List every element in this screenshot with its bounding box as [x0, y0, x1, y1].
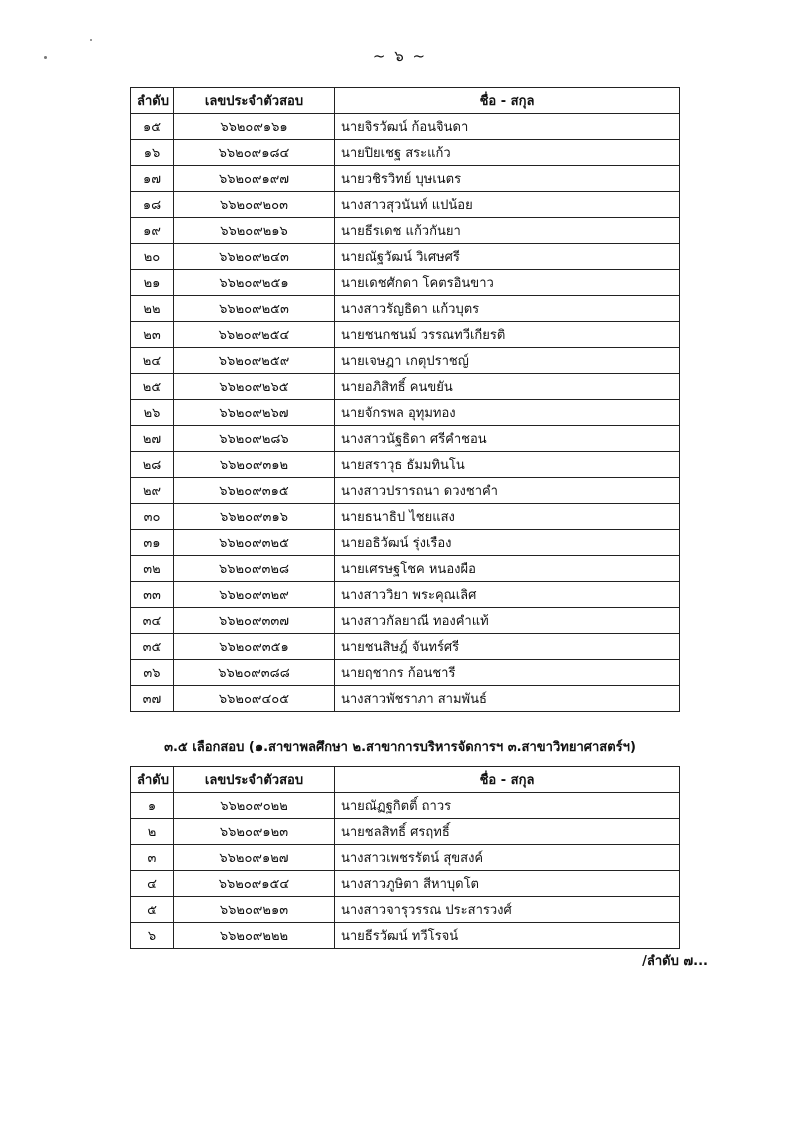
full-name-cell: นายฤชากร ก้อนชารี — [335, 660, 680, 686]
full-name-cell: นางสาวภูษิตา สีหาบุดโต — [335, 871, 680, 897]
table-row — [131, 556, 680, 582]
full-name-cell: นายจิรวัฒน์ ก้อนจินดา — [335, 114, 680, 140]
full-name-cell: นายณัฏฐกิตติ์ ถาวร — [335, 793, 680, 819]
row-number-cell: ๓ — [131, 845, 174, 871]
exam-id-cell: ๖๖๒๐๙๓๒๙ — [174, 582, 335, 608]
full-name-cell: นายอธิวัฒน์ รุ่งเรือง — [335, 530, 680, 556]
table-row — [131, 218, 680, 244]
table-row — [131, 845, 680, 871]
table-row — [131, 166, 680, 192]
row-number-cell: ๓๖ — [131, 660, 174, 686]
row-number-cell: ๔ — [131, 871, 174, 897]
exam-id-cell: ๖๖๒๐๙๒๑๖ — [174, 218, 335, 244]
table-row — [131, 296, 680, 322]
full-name-cell: นายเจษฎา เกตุปราชญ์ — [335, 348, 680, 374]
table-row — [131, 478, 680, 504]
full-name-cell: นางสาวเพชรรัตน์ สุขสงค์ — [335, 845, 680, 871]
full-name-cell: นางสาววิยา พระคุณเลิศ — [335, 582, 680, 608]
row-number-cell: ๒๑ — [131, 270, 174, 296]
exam-id-cell: ๖๖๒๐๙๑๙๗ — [174, 166, 335, 192]
row-number-cell: ๒๖ — [131, 400, 174, 426]
table-row — [131, 400, 680, 426]
exam-id-cell: ๖๖๒๐๙๒๖๕ — [174, 374, 335, 400]
full-name-cell: นางสาวจารุวรรณ ประสารวงศ์ — [335, 897, 680, 923]
table-row — [131, 192, 680, 218]
row-number-cell: ๓๑ — [131, 530, 174, 556]
full-name-cell: นายสราวุธ ธัมมทินโน — [335, 452, 680, 478]
exam-id-cell: ๖๖๒๐๙๒๒๒ — [174, 923, 335, 949]
exam-id-cell: ๖๖๒๐๙๒๕๙ — [174, 348, 335, 374]
row-number-cell: ๓๔ — [131, 608, 174, 634]
full-name-cell: นายชนสิษฎ์ จันทร์ศรี — [335, 634, 680, 660]
row-number-cell: ๒๙ — [131, 478, 174, 504]
full-name-cell: นายเศรษฐโชค หนองผือ — [335, 556, 680, 582]
full-name-cell: นางสาวนัฐธิดา ศรีคำชอน — [335, 426, 680, 452]
exam-id-cell: ๖๖๒๐๙๑๒๓ — [174, 819, 335, 845]
table-row — [131, 686, 680, 712]
exam-id-cell: ๖๖๒๐๙๓๓๗ — [174, 608, 335, 634]
exam-id-cell: ๖๖๒๐๙๓๒๘ — [174, 556, 335, 582]
table-row — [131, 114, 680, 140]
candidate-table-1 — [130, 87, 680, 712]
exam-id-cell: ๖๖๒๐๙๑๖๑ — [174, 114, 335, 140]
table-row — [131, 426, 680, 452]
scan-speck — [90, 39, 92, 41]
full-name-cell: นายอภิสิทธิ์ คนขยัน — [335, 374, 680, 400]
row-number-cell: ๓๗ — [131, 686, 174, 712]
table-row — [131, 897, 680, 923]
exam-id-cell: ๖๖๒๐๙๒๘๖ — [174, 426, 335, 452]
table-row — [131, 819, 680, 845]
exam-id-cell: ๖๖๒๐๙๑๒๗ — [174, 845, 335, 871]
table-row — [131, 244, 680, 270]
exam-id-cell: ๖๖๒๐๙๑๕๔ — [174, 871, 335, 897]
row-number-cell: ๑๙ — [131, 218, 174, 244]
candidate-table-2 — [130, 766, 680, 949]
exam-id-cell: ๖๖๒๐๙๒๕๔ — [174, 322, 335, 348]
table-row — [131, 140, 680, 166]
full-name-cell: นางสาวปรารถนา ดวงชาคำ — [335, 478, 680, 504]
exam-id-cell: ๖๖๒๐๙๐๒๒ — [174, 793, 335, 819]
row-number-cell: ๑๖ — [131, 140, 174, 166]
row-number-cell: ๑ — [131, 793, 174, 819]
column-header-id: เลขประจำตัวสอบ — [174, 767, 335, 793]
row-number-cell: ๒๕ — [131, 374, 174, 400]
table-row — [131, 634, 680, 660]
page-number: ~ ๖ ~ — [372, 47, 428, 65]
exam-id-cell: ๖๖๒๐๙๒๑๓ — [174, 897, 335, 923]
table-header-row — [131, 767, 680, 793]
continuation-note: /ลำดับ ๗... — [642, 954, 708, 969]
table-row — [131, 871, 680, 897]
row-number-cell: ๑๕ — [131, 114, 174, 140]
exam-id-cell: ๖๖๒๐๙๒๖๗ — [174, 400, 335, 426]
table-row — [131, 608, 680, 634]
row-number-cell: ๓๒ — [131, 556, 174, 582]
row-number-cell: ๖ — [131, 923, 174, 949]
table-row — [131, 270, 680, 296]
table-row — [131, 582, 680, 608]
full-name-cell: นางสาวกัลยาณี ทองคำแท้ — [335, 608, 680, 634]
section-heading: ๓.๕ เลือกสอบ (๑.สาขาพลศึกษา ๒.สาขาการบริหารจัดการฯ ๓.สาขาวิทยาศาสตร์ฯ) — [164, 740, 636, 755]
exam-id-cell: ๖๖๒๐๙๓๕๑ — [174, 634, 335, 660]
row-number-cell: ๒๔ — [131, 348, 174, 374]
row-number-cell: ๒ — [131, 819, 174, 845]
row-number-cell: ๒๗ — [131, 426, 174, 452]
exam-id-cell: ๖๖๒๐๙๓๒๕ — [174, 530, 335, 556]
full-name-cell: นางสาวพัชราภา สามพันธ์ — [335, 686, 680, 712]
row-number-cell: ๑๘ — [131, 192, 174, 218]
table-header-row — [131, 88, 680, 114]
row-number-cell: ๕ — [131, 897, 174, 923]
table-row — [131, 348, 680, 374]
full-name-cell: นายณัฐวัฒน์ วิเศษศรี — [335, 244, 680, 270]
full-name-cell: นางสาวรัญธิดา แก้วบุตร — [335, 296, 680, 322]
exam-id-cell: ๖๖๒๐๙๓๘๘ — [174, 660, 335, 686]
full-name-cell: นายธนาธิป ไชยแสง — [335, 504, 680, 530]
column-header-name: ชื่อ - สกุล — [335, 767, 680, 793]
row-number-cell: ๑๗ — [131, 166, 174, 192]
exam-id-cell: ๖๖๒๐๙๒๐๓ — [174, 192, 335, 218]
full-name-cell: นางสาวสุวนันท์ แปน้อย — [335, 192, 680, 218]
exam-id-cell: ๖๖๒๐๙๓๑๒ — [174, 452, 335, 478]
exam-id-cell: ๖๖๒๐๙๒๔๓ — [174, 244, 335, 270]
full-name-cell: นายเดชศักดา โคตรอินขาว — [335, 270, 680, 296]
exam-id-cell: ๖๖๒๐๙๒๕๓ — [174, 296, 335, 322]
row-number-cell: ๓๓ — [131, 582, 174, 608]
table-row — [131, 322, 680, 348]
exam-id-cell: ๖๖๒๐๙๓๑๕ — [174, 478, 335, 504]
table-row — [131, 530, 680, 556]
table-row — [131, 793, 680, 819]
table-row — [131, 504, 680, 530]
row-number-cell: ๓๕ — [131, 634, 174, 660]
column-header-id: เลขประจำตัวสอบ — [174, 88, 335, 114]
exam-id-cell: ๖๖๒๐๙๑๘๔ — [174, 140, 335, 166]
table-row — [131, 660, 680, 686]
exam-id-cell: ๖๖๒๐๙๔๐๕ — [174, 686, 335, 712]
full-name-cell: นายจักรพล อุทุมทอง — [335, 400, 680, 426]
full-name-cell: นายปิยเชฐ สระแก้ว — [335, 140, 680, 166]
full-name-cell: นายวชิรวิทย์ บุษเนตร — [335, 166, 680, 192]
row-number-cell: ๓๐ — [131, 504, 174, 530]
full-name-cell: นายชลสิทธิ์ ศรฤทธิ์ — [335, 819, 680, 845]
full-name-cell: นายชนกชนม์ วรรณทวีเกียรติ — [335, 322, 680, 348]
column-header-name: ชื่อ - สกุล — [335, 88, 680, 114]
full-name-cell: นายธีรเดช แก้วกันยา — [335, 218, 680, 244]
exam-id-cell: ๖๖๒๐๙๓๑๖ — [174, 504, 335, 530]
row-number-cell: ๒๘ — [131, 452, 174, 478]
table-row — [131, 923, 680, 949]
row-number-cell: ๒๓ — [131, 322, 174, 348]
table-row — [131, 374, 680, 400]
full-name-cell: นายธีรวัฒน์ ทวีโรจน์ — [335, 923, 680, 949]
table-row — [131, 452, 680, 478]
column-header-no: ลำดับ — [131, 767, 174, 793]
row-number-cell: ๒๐ — [131, 244, 174, 270]
exam-id-cell: ๖๖๒๐๙๒๕๑ — [174, 270, 335, 296]
column-header-no: ลำดับ — [131, 88, 174, 114]
row-number-cell: ๒๒ — [131, 296, 174, 322]
